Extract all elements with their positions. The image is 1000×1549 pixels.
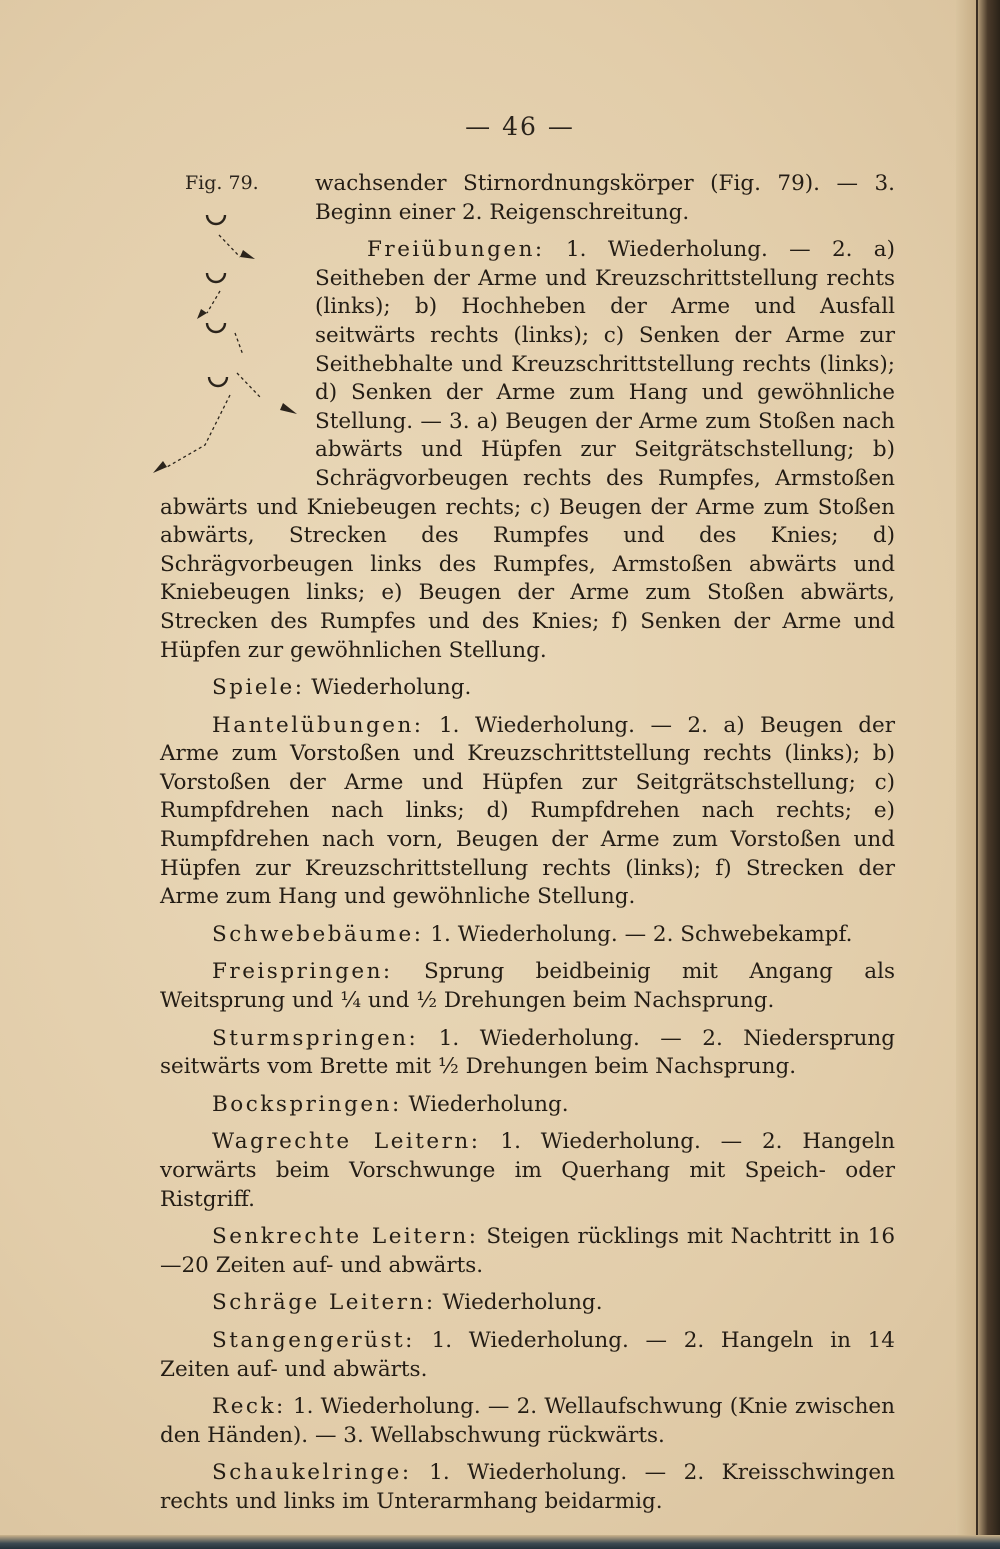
paragraph-hanteluebungen: Hantelübungen: 1. Wiederholung. — 2. a) Beugen der Arme zum Vorstoßen und Kreuzschrittstellung rechts (links); b) Vorstoßen der Arme und Hüpfen zur Seitgrätschstellung; c) Rumpfdrehen nach links; d) Rumpfdrehen nach rechts; e) Rumpfdrehen nach vorn, Beugen der Arme zum Vorstoßen und Hüpfen zur Kreuzschrittstellung rechts (links); f) Strecken der Arme zum Hang und gewöhnliche Stellung. [160,712,895,910]
paragraph-senkrechte-leitern: Senkrechte Leitern: Steigen rücklings mit Nachtritt in 16—20 Zeiten auf- und abwärts. [160,1224,895,1278]
paragraph-schaukelringe: Schaukelringe: 1. Wiederholung. — 2. Kreisschwingen rechts und links im Unterarmhang beidarmig. [160,1460,895,1514]
paragraph-freispringen: Freispringen: Sprung beidbeinig mit Angang als Weitsprung und ¼ und ½ Drehungen beim Nachsprung. [160,959,895,1014]
page-number: — 46 — [465,112,575,141]
body-text [160,170,895,1526]
paragraph-schraege-leitern: Schräge Leitern: Wiederholung. [212,1290,603,1316]
paragraph-freiuebungen: Freiübungen: 1. Wiederholung. — 2. a) Seitheben der Arme und Kreuzschrittstellung rechts (links); b) Hochheben der Arme und Ausfall seitwärts rechts (links); c) Senken der Arme zur Seithebhalte und Kreuzschrittstellung rechts (links); d) Senken der Arme zum Hang und gewöhnliche Stellung. — 3. a) Beugen der Arme zum Stoßen nach abwärts und Hüpfen zur Seitgrätschstellung; b) Schrägvorbeugen rechts des Rumpfes, Armstoßen abwärts und Kniebeugen rechts; c) Beugen der Arme zum Stoßen abwärts, Strecken des Rumpfes und des Knies; d) Schrägvorbeugen links des Rumpfes, Armstoßen abwärts und Kniebeugen links; e) Beugen der Arme zum Stoßen abwärts, Strecken des Rumpfes und des Knies; f) Senken der Arme und Hüpfen zur gewöhnlichen Stellung. [160,237,895,663]
paragraph-reck: Reck: 1. Wiederholung. — 2. Wellaufschwung (Knie zwischen den Händen). — 3. Wellabschwung rückwärts. [160,1394,895,1448]
page-bottom-edge [0,1535,1000,1549]
paragraph-0: wachsender Stirnordnungskörper (Fig. 79). — 3. Beginn einer 2. Reigenschreitung. [315,171,895,225]
paragraph-wagrechte-leitern: Wagrechte Leitern: 1. Wiederholung. — 2. Hangeln vorwärts beim Vorschwunge im Querhang mit Speich- oder Ristgriff. [160,1129,895,1212]
page-edge [956,0,1000,1549]
paragraph-sturmspringen: Sturmspringen: 1. Wiederholung. — 2. Niedersprung seitwärts vom Brette mit ½ Drehungen beim Nachsprung. [160,1025,895,1080]
paragraph-schwebebaeume: Schwebebäume: 1. Wiederholung. — 2. Schwebekampf. [212,921,853,947]
paragraph-spiele: Spiele: Wiederholung. [212,675,472,701]
paragraph-bockspringen: Bockspringen: Wiederholung. [212,1091,569,1117]
paragraph-stangengeruest: Stangengerüst: 1. Wiederholung. — 2. Hangeln in 14 Zeiten auf- und abwärts. [160,1327,895,1382]
figure-label: Fig. 79. [185,172,259,194]
